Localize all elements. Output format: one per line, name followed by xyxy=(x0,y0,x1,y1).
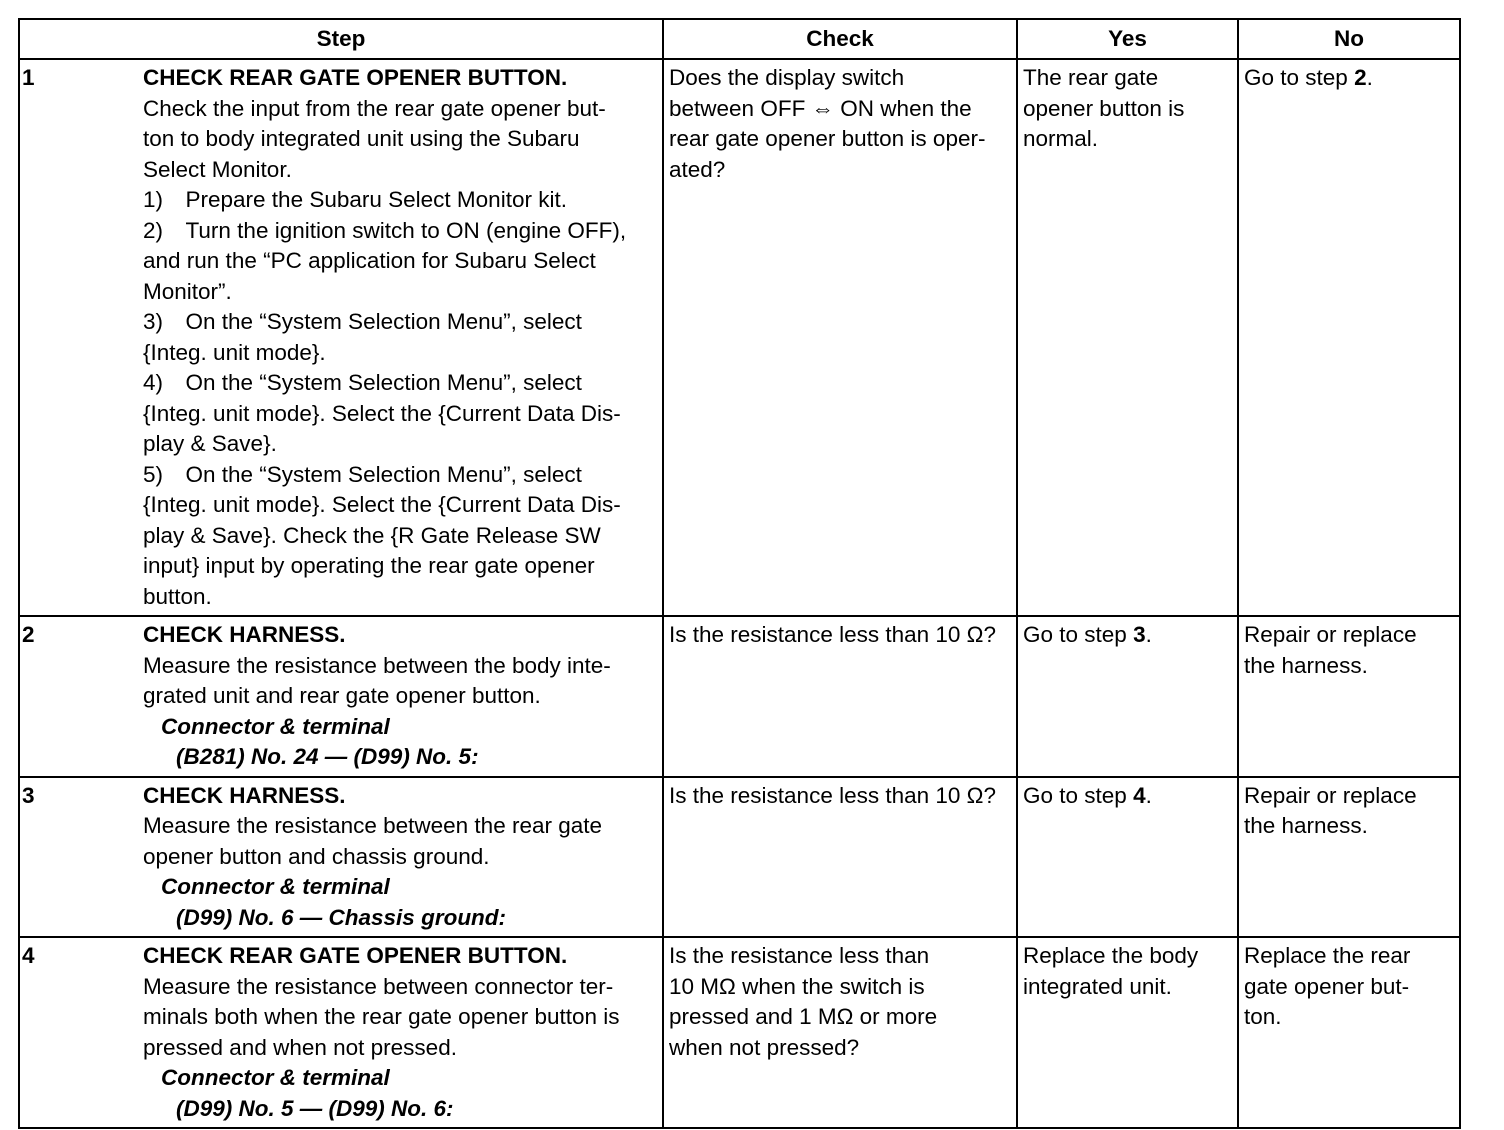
no-cell-text: Go to step xyxy=(1244,65,1355,90)
connector-terminal-value: (D99) No. 5 — (D99) No. 6: xyxy=(176,1095,454,1121)
check-cell-line xyxy=(669,124,1012,155)
connector-label: Connector & terminal xyxy=(161,874,390,899)
header-step: Step xyxy=(19,19,663,59)
table-row xyxy=(19,59,1460,616)
check-cell-text: between OFF ⇔ ON when the xyxy=(669,95,972,121)
step-text-line: Check the input from the rear gate opener but- xyxy=(143,95,606,121)
no-cell xyxy=(1238,616,1460,777)
yes-cell-line xyxy=(1023,124,1233,155)
step-reference: 3 xyxy=(1133,622,1146,647)
step-description xyxy=(143,60,662,615)
step-text-line: pressed and when not pressed. xyxy=(143,1034,457,1060)
yes-cell-text: Replace the body xyxy=(1023,943,1199,968)
no-cell-line xyxy=(1244,781,1455,812)
yes-cell xyxy=(1017,616,1238,777)
step-text-line: play & Save}. Check the {R Gate Release SW xyxy=(143,522,601,548)
step-reference: 2 xyxy=(1354,65,1367,90)
connector-terminal-value: (B281) No. 24 — (D99) No. 5: xyxy=(176,744,479,769)
diagnostic-table xyxy=(18,18,1461,1129)
yes-cell-text: normal. xyxy=(1023,126,1099,151)
no-cell-text: the harness. xyxy=(1244,652,1368,678)
check-cell-text: Does the display switch xyxy=(669,65,905,90)
check-cell-line xyxy=(669,63,1012,94)
step-text-line: {Integ. unit mode}. Select the {Current Data Dis- xyxy=(143,400,621,426)
no-cell-line xyxy=(1244,1002,1455,1033)
check-cell-text: rear gate opener button is oper- xyxy=(669,126,986,151)
yes-cell xyxy=(1017,937,1238,1128)
step-number: 2 xyxy=(22,622,35,647)
step-cell xyxy=(19,777,663,938)
yes-cell-line xyxy=(1023,941,1233,972)
header-no: No xyxy=(1238,19,1460,59)
yes-cell-line xyxy=(1023,63,1233,94)
no-cell xyxy=(1238,937,1460,1128)
check-cell-text: pressed and 1 MΩ or more xyxy=(669,1004,938,1029)
step-cell xyxy=(19,616,663,777)
step-text-line: ton to body integrated unit using the Subaru xyxy=(143,126,580,151)
step-title: CHECK HARNESS. xyxy=(143,782,346,808)
no-cell-text: Replace the rear xyxy=(1244,943,1411,968)
step-title: CHECK REAR GATE OPENER BUTTON. xyxy=(143,65,568,90)
check-cell-text: ated? xyxy=(669,156,726,182)
step-description xyxy=(143,778,662,937)
header-yes: Yes xyxy=(1017,19,1238,59)
step-description xyxy=(143,938,662,1127)
check-cell-line xyxy=(669,620,1012,651)
no-cell-line xyxy=(1244,941,1455,972)
table-row xyxy=(19,616,1460,777)
step-description xyxy=(143,617,662,776)
no-cell-line: Go to step 2. xyxy=(1244,65,1373,90)
step-text-line: and run the “PC application for Subaru Select xyxy=(143,248,596,273)
check-cell-line xyxy=(669,94,1012,125)
check-cell-line xyxy=(669,941,1012,972)
no-cell-line xyxy=(1244,811,1455,842)
step-text-line: {Integ. unit mode}. xyxy=(143,339,326,365)
check-cell-line xyxy=(669,1002,1012,1033)
header-row xyxy=(19,19,1460,59)
check-cell xyxy=(663,59,1017,616)
step-text-line: 5) On the “System Selection Menu”, select xyxy=(143,461,582,487)
no-cell-text: Repair or replace xyxy=(1244,622,1417,647)
connector-label: Connector & terminal xyxy=(161,713,390,739)
yes-cell-line xyxy=(1023,972,1233,1003)
table-row xyxy=(19,937,1460,1128)
step-text-line: 3) On the “System Selection Menu”, select xyxy=(143,309,582,334)
check-cell-text: Is the resistance less than xyxy=(669,943,930,968)
no-cell-line xyxy=(1244,651,1455,682)
check-cell-text: Is the resistance less than 10 Ω? xyxy=(669,782,996,808)
no-cell-text: Repair or replace xyxy=(1244,782,1417,808)
check-cell-line xyxy=(669,972,1012,1003)
step-cell xyxy=(19,937,663,1128)
connector-terminal-value: (D99) No. 6 — Chassis ground: xyxy=(176,904,507,930)
yes-cell-line: Go to step 3. xyxy=(1023,622,1152,647)
check-cell-line xyxy=(669,155,1012,186)
step-text-line: {Integ. unit mode}. Select the {Current Data Dis- xyxy=(143,492,621,517)
step-text-line: grated unit and rear gate opener button. xyxy=(143,683,541,708)
check-cell-line xyxy=(669,781,1012,812)
step-reference: 4 xyxy=(1133,782,1146,808)
step-text-line: Measure the resistance between the body inte- xyxy=(143,652,611,678)
no-cell-text: gate opener but- xyxy=(1244,973,1410,999)
step-text-line: play & Save}. xyxy=(143,431,277,456)
step-cell xyxy=(19,59,663,616)
step-title: CHECK REAR GATE OPENER BUTTON. xyxy=(143,943,568,968)
yes-cell-text: Go to step xyxy=(1023,782,1134,808)
yes-cell-text: integrated unit. xyxy=(1023,973,1172,999)
step-text-line: Measure the resistance between connector ter- xyxy=(143,973,614,999)
step-text-line: input} input by operating the rear gate opener xyxy=(143,553,595,578)
step-text-line: minals both when the rear gate opener button is xyxy=(143,1004,620,1029)
yes-cell-text: The rear gate xyxy=(1023,65,1159,90)
check-cell-text: when not pressed? xyxy=(669,1034,860,1060)
check-cell xyxy=(663,777,1017,938)
table-row xyxy=(19,777,1460,938)
yes-cell-line: Go to step 4. xyxy=(1023,782,1152,808)
step-text-line: Measure the resistance between the rear gate xyxy=(143,813,603,838)
check-cell-text: 10 MΩ when the switch is xyxy=(669,973,925,999)
yes-cell-line xyxy=(1023,94,1233,125)
step-text-line: button. xyxy=(143,583,212,609)
no-cell xyxy=(1238,777,1460,938)
step-text-line: Monitor”. xyxy=(143,278,232,304)
step-text-line: 2) Turn the ignition switch to ON (engine OFF), xyxy=(143,217,627,243)
no-cell-line xyxy=(1244,972,1455,1003)
yes-cell xyxy=(1017,777,1238,938)
check-cell xyxy=(663,937,1017,1128)
step-text-line: opener button and chassis ground. xyxy=(143,843,490,869)
step-number: 1 xyxy=(22,65,35,90)
step-text-line: Select Monitor. xyxy=(143,156,292,182)
yes-cell xyxy=(1017,59,1238,616)
no-cell-text: the harness. xyxy=(1244,813,1368,838)
check-cell-line xyxy=(669,1033,1012,1064)
step-number: 3 xyxy=(22,782,35,808)
check-cell-text: Is the resistance less than 10 Ω? xyxy=(669,622,996,647)
no-cell-text: ton. xyxy=(1244,1004,1282,1029)
step-text-line: 1) Prepare the Subaru Select Monitor kit. xyxy=(143,187,567,212)
no-cell xyxy=(1238,59,1460,616)
yes-cell-text: opener button is xyxy=(1023,95,1185,121)
check-cell xyxy=(663,616,1017,777)
step-number: 4 xyxy=(22,943,35,968)
yes-cell-text: Go to step xyxy=(1023,622,1134,647)
step-text-line: 4) On the “System Selection Menu”, select xyxy=(143,370,582,395)
no-cell-line xyxy=(1244,620,1455,651)
header-check: Check xyxy=(663,19,1017,59)
connector-label: Connector & terminal xyxy=(161,1065,390,1090)
step-title: CHECK HARNESS. xyxy=(143,622,346,647)
